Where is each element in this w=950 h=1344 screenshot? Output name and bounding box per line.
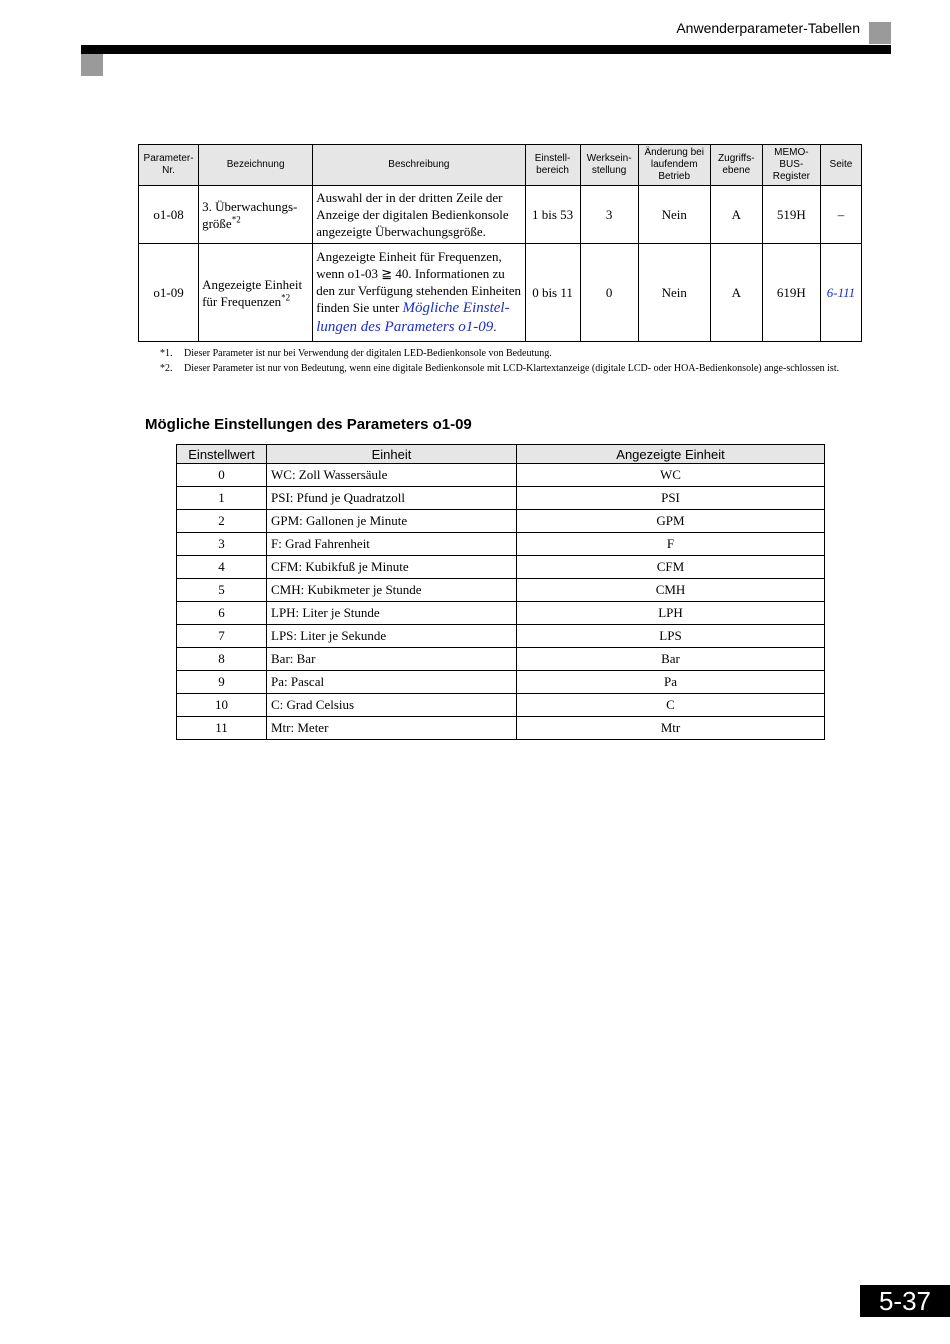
- unit-name: CMH: Kubikmeter je Stunde: [267, 579, 517, 602]
- unit-name: F: Grad Fahrenheit: [267, 533, 517, 556]
- col-header: Einstellwert: [177, 445, 267, 464]
- col-header: Werksein- stellung: [580, 145, 638, 186]
- param-nr: o1-09: [139, 244, 199, 342]
- param-nr: o1-08: [139, 186, 199, 244]
- displayed-unit: F: [517, 533, 825, 556]
- footnote-mark: *2.: [160, 363, 173, 374]
- param-change-during-run: Nein: [638, 186, 710, 244]
- table-row: [177, 625, 825, 648]
- unit-name: WC: Zoll Wassersäule: [267, 464, 517, 487]
- footnote-text: Dieser Parameter ist nur bei Verwendung der digitalen LED-Bedienkonsole von Bedeutung.: [184, 348, 552, 359]
- page-link[interactable]: 6-111: [826, 285, 856, 300]
- header-decor-square: [81, 54, 103, 76]
- footnotes: [160, 348, 860, 378]
- displayed-unit: Bar: [517, 648, 825, 671]
- table-header-row: [139, 145, 862, 186]
- footnote-text: Dieser Parameter ist nur von Bedeutung, wenn eine digitale Bedienkonsole mit LCD-Klartextanzeige (digitale LCD- oder HOA-Bedienkonsole) ange-schlossen ist.: [184, 363, 840, 374]
- setting-value: 6: [177, 602, 267, 625]
- setting-value: 7: [177, 625, 267, 648]
- setting-value: 1: [177, 487, 267, 510]
- unit-name: LPS: Liter je Sekunde: [267, 625, 517, 648]
- unit-name: LPH: Liter je Stunde: [267, 602, 517, 625]
- displayed-unit: LPS: [517, 625, 825, 648]
- param-range: 1 bis 53: [525, 186, 580, 244]
- param-range: 0 bis 11: [525, 244, 580, 342]
- section-title: Mögliche Einstellungen des Parameters o1-09: [145, 416, 472, 433]
- header-rule: [81, 45, 891, 54]
- table-row: [177, 510, 825, 533]
- col-header: Einheit: [267, 445, 517, 464]
- param-default: 0: [580, 244, 638, 342]
- displayed-unit: PSI: [517, 487, 825, 510]
- table-row: [177, 602, 825, 625]
- displayed-unit: C: [517, 694, 825, 717]
- header-decor-square: [869, 22, 891, 44]
- col-header: Bezeichnung: [199, 145, 313, 186]
- displayed-unit: LPH: [517, 602, 825, 625]
- col-header: Einstell- bereich: [525, 145, 580, 186]
- param-register: 519H: [762, 186, 820, 244]
- setting-value: 11: [177, 717, 267, 740]
- table-row: [177, 533, 825, 556]
- unit-settings-table: [176, 444, 825, 740]
- setting-value: 10: [177, 694, 267, 717]
- col-header: Parameter- Nr.: [139, 145, 199, 186]
- footnote: [160, 363, 860, 375]
- unit-name: CFM: Kubikfuß je Minute: [267, 556, 517, 579]
- displayed-unit: CFM: [517, 556, 825, 579]
- col-header: Zugriffs- ebene: [710, 145, 762, 186]
- table-row: [177, 579, 825, 602]
- param-register: 619H: [762, 244, 820, 342]
- unit-name: Mtr: Meter: [267, 717, 517, 740]
- param-page-link[interactable]: [820, 244, 861, 342]
- setting-value: 2: [177, 510, 267, 533]
- table-row: [177, 694, 825, 717]
- setting-value: 5: [177, 579, 267, 602]
- col-header: Beschreibung: [313, 145, 525, 186]
- param-page: –: [820, 186, 861, 244]
- table-row: [177, 717, 825, 740]
- col-header: Seite: [820, 145, 861, 186]
- page-number-badge: 5-37: [860, 1285, 950, 1317]
- footnote: [160, 348, 860, 360]
- footnote-mark: *1.: [160, 348, 173, 359]
- parameter-table: [138, 144, 862, 342]
- displayed-unit: GPM: [517, 510, 825, 533]
- setting-value: 4: [177, 556, 267, 579]
- setting-value: 0: [177, 464, 267, 487]
- param-name: Angezeigte Einheit für Frequenzen$^{*2}$: [199, 244, 313, 342]
- table-header-row: [177, 445, 825, 464]
- table-row: [177, 648, 825, 671]
- unit-name: Bar: Bar: [267, 648, 517, 671]
- col-header: Angezeigte Einheit: [517, 445, 825, 464]
- setting-value: 3: [177, 533, 267, 556]
- setting-value: 8: [177, 648, 267, 671]
- settings-link[interactable]: Mögliche Einstel-lungen des Parameters o1-09: [316, 300, 510, 335]
- displayed-unit: Pa: [517, 671, 825, 694]
- table-row: [177, 556, 825, 579]
- setting-value: 9: [177, 671, 267, 694]
- unit-name: GPM: Gallonen je Minute: [267, 510, 517, 533]
- displayed-unit: WC: [517, 464, 825, 487]
- param-default: 3: [580, 186, 638, 244]
- table-row: [177, 671, 825, 694]
- displayed-unit: CMH: [517, 579, 825, 602]
- param-change-during-run: Nein: [638, 244, 710, 342]
- table-row: [139, 244, 862, 342]
- param-name: 3. Überwachungs- größe$^{*2}$: [199, 186, 313, 244]
- running-header-title: Anwenderparameter-Tabellen: [676, 20, 860, 36]
- displayed-unit: Mtr: [517, 717, 825, 740]
- col-header: MEMO- BUS- Register: [762, 145, 820, 186]
- param-description: Auswahl der in der dritten Zeile der Anzeige der digitalen Bedienkonsole angezeigte Überwachungsgröße.: [313, 186, 525, 244]
- table-row: [177, 487, 825, 510]
- param-access-level: A: [710, 186, 762, 244]
- unit-name: Pa: Pascal: [267, 671, 517, 694]
- unit-name: PSI: Pfund je Quadratzoll: [267, 487, 517, 510]
- unit-name: C: Grad Celsius: [267, 694, 517, 717]
- param-description: Angezeigte Einheit für Frequenzen, wenn o1-03 ≧ 40. Informationen zu den zur Verfügung stehenden Einheiten finden Sie unter Mögliche Einstel-lungen des Parameters o1-09.: [313, 244, 525, 342]
- table-row: [177, 464, 825, 487]
- table-row: [139, 186, 862, 244]
- col-header: Änderung bei laufendem Betrieb: [638, 145, 710, 186]
- param-access-level: A: [710, 244, 762, 342]
